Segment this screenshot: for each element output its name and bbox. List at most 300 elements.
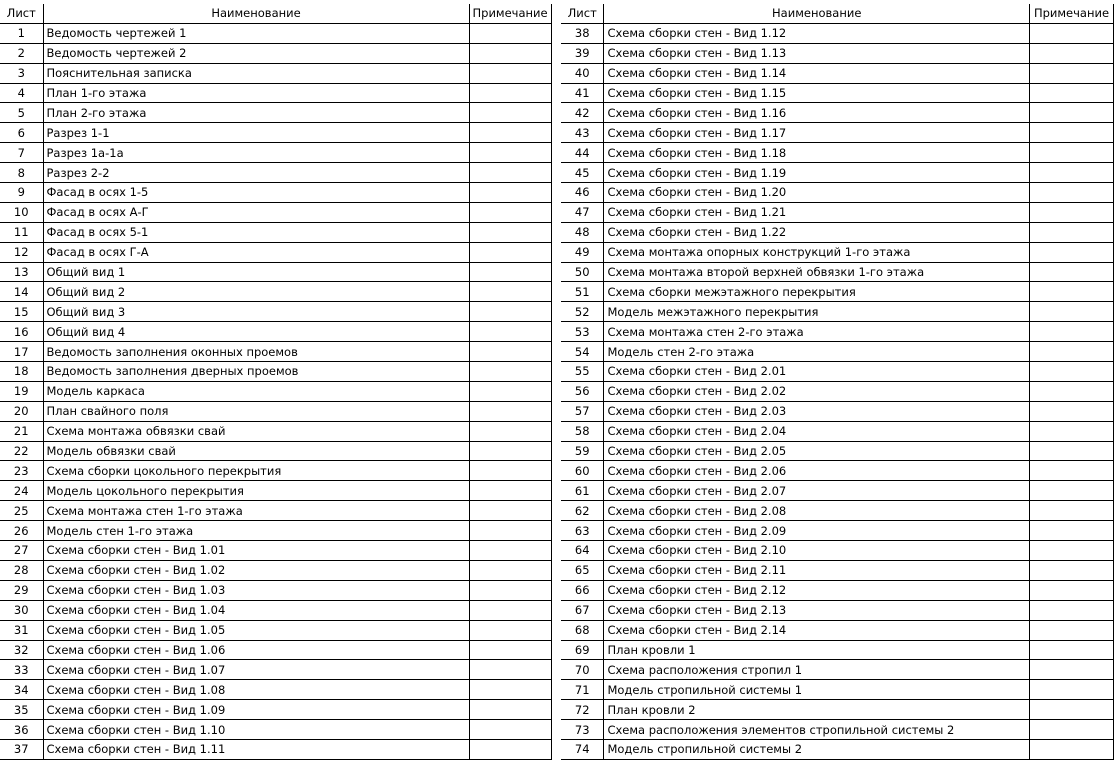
sheet-name-cell: Ведомость чертежей 1: [43, 23, 469, 43]
sheet-name-cell: Схема сборки стен - Вид 1.22: [604, 222, 1030, 242]
sheet-note-cell: [1030, 103, 1114, 123]
sheet-name-cell: Схема сборки стен - Вид 1.04: [43, 600, 469, 620]
sheet-note-cell: [1030, 282, 1114, 302]
sheet-note-cell: [1030, 401, 1114, 421]
table-row: [0, 222, 551, 242]
sheet-note-cell: [1030, 700, 1114, 720]
sheet-name-cell: Схема сборки стен - Вид 1.15: [604, 83, 1030, 103]
sheet-note-cell: [1030, 461, 1114, 481]
sheet-note-cell: [469, 43, 551, 63]
table-header-row: [0, 4, 551, 23]
sheet-name-cell: Схема сборки стен - Вид 2.14: [604, 620, 1030, 640]
sheet-name-cell: Схема сборки стен - Вид 2.05: [604, 441, 1030, 461]
sheet-note-cell: [1030, 183, 1114, 203]
table-row: [561, 560, 1114, 580]
table-row: [0, 302, 551, 322]
sheet-name-cell: Фасад в осях 1-5: [43, 183, 469, 203]
sheet-number-cell: 29: [0, 580, 43, 600]
sheet-number-cell: 17: [0, 342, 43, 362]
sheet-name-cell: Фасад в осях 5-1: [43, 222, 469, 242]
sheet-number-cell: 56: [561, 381, 604, 401]
sheet-name-cell: Схема сборки стен - Вид 2.02: [604, 381, 1030, 401]
sheet-name-cell: Схема сборки стен - Вид 2.09: [604, 521, 1030, 541]
sheet-note-cell: [469, 481, 551, 501]
sheet-name-cell: Схема сборки стен - Вид 2.08: [604, 501, 1030, 521]
table-row: [561, 123, 1114, 143]
sheet-name-cell: Схема расположения стропил 1: [604, 660, 1030, 680]
table-row: [561, 600, 1114, 620]
sheet-number-cell: 24: [0, 481, 43, 501]
sheet-name-cell: Схема сборки стен - Вид 1.21: [604, 202, 1030, 222]
sheet-name-cell: План кровли 1: [604, 640, 1030, 660]
table-row: [0, 262, 551, 282]
table-row: [0, 183, 551, 203]
sheet-number-cell: 62: [561, 501, 604, 521]
sheet-note-cell: [1030, 43, 1114, 63]
sheet-name-cell: Схема сборки стен - Вид 1.20: [604, 183, 1030, 203]
header-sheet: Лист: [0, 4, 43, 23]
table-row: [0, 700, 551, 720]
sheet-name-cell: Модель стропильной системы 2: [604, 739, 1030, 759]
sheet-number-cell: 19: [0, 381, 43, 401]
sheet-number-cell: 2: [0, 43, 43, 63]
sheet-number-cell: 14: [0, 282, 43, 302]
sheet-number-cell: 63: [561, 521, 604, 541]
sheet-number-cell: 32: [0, 640, 43, 660]
table-row: [0, 362, 551, 382]
sheet-number-cell: 52: [561, 302, 604, 322]
sheet-note-cell: [1030, 421, 1114, 441]
sheet-number-cell: 25: [0, 501, 43, 521]
sheet-name-cell: Общий вид 1: [43, 262, 469, 282]
sheet-name-cell: Разрез 1а-1а: [43, 143, 469, 163]
sheet-number-cell: 16: [0, 322, 43, 342]
table-row: [561, 302, 1114, 322]
sheet-note-cell: [469, 381, 551, 401]
table-row: [0, 401, 551, 421]
table-row: [561, 242, 1114, 262]
table-row: [561, 342, 1114, 362]
sheet-number-cell: 8: [0, 163, 43, 183]
sheet-name-cell: Модель каркаса: [43, 381, 469, 401]
sheet-number-cell: 23: [0, 461, 43, 481]
sheet-note-cell: [1030, 541, 1114, 561]
sheet-note-cell: [1030, 560, 1114, 580]
sheet-name-cell: Схема монтажа опорных конструкций 1-го этажа: [604, 242, 1030, 262]
sheet-note-cell: [1030, 600, 1114, 620]
sheet-note-cell: [469, 222, 551, 242]
table-row: [561, 640, 1114, 660]
sheet-number-cell: 45: [561, 163, 604, 183]
table-row: [561, 739, 1114, 759]
table-row: [0, 501, 551, 521]
sheet-name-cell: Схема сборки стен - Вид 1.05: [43, 620, 469, 640]
table-row: [0, 202, 551, 222]
sheet-number-cell: 60: [561, 461, 604, 481]
table-row: [561, 163, 1114, 183]
table-header-row: [561, 4, 1114, 23]
sheet-number-cell: 15: [0, 302, 43, 322]
table-row: [561, 620, 1114, 640]
sheet-number-cell: 57: [561, 401, 604, 421]
sheet-number-cell: 70: [561, 660, 604, 680]
table-row: [561, 282, 1114, 302]
sheet-note-cell: [1030, 720, 1114, 740]
sheet-name-cell: Схема сборки стен - Вид 1.18: [604, 143, 1030, 163]
sheet-number-cell: 53: [561, 322, 604, 342]
sheet-name-cell: Разрез 1-1: [43, 123, 469, 143]
sheet-number-cell: 64: [561, 541, 604, 561]
table-row: [561, 501, 1114, 521]
sheet-note-cell: [469, 600, 551, 620]
sheet-name-cell: Модель обвязки свай: [43, 441, 469, 461]
table-row: [561, 63, 1114, 83]
sheet-number-cell: 48: [561, 222, 604, 242]
sheet-name-cell: Пояснительная записка: [43, 63, 469, 83]
table-row: [561, 441, 1114, 461]
sheet-name-cell: Схема сборки стен - Вид 1.13: [604, 43, 1030, 63]
sheet-name-cell: План 2-го этажа: [43, 103, 469, 123]
sheet-note-cell: [1030, 202, 1114, 222]
sheet-number-cell: 39: [561, 43, 604, 63]
table-row: [0, 242, 551, 262]
table-body-left: [0, 23, 551, 759]
table-row: [0, 282, 551, 302]
sheet-name-cell: Схема сборки стен - Вид 1.11: [43, 739, 469, 759]
sheet-note-cell: [469, 541, 551, 561]
sheet-note-cell: [469, 700, 551, 720]
table-row: [0, 123, 551, 143]
sheet-name-cell: Схема сборки стен - Вид 1.06: [43, 640, 469, 660]
sheet-note-cell: [1030, 23, 1114, 43]
sheet-name-cell: План 1-го этажа: [43, 83, 469, 103]
sheet-name-cell: План кровли 2: [604, 700, 1030, 720]
sheet-number-cell: 68: [561, 620, 604, 640]
sheet-number-cell: 4: [0, 83, 43, 103]
table-row: [561, 43, 1114, 63]
sheet-note-cell: [469, 620, 551, 640]
sheet-name-cell: Схема монтажа второй верхней обвязки 1-го этажа: [604, 262, 1030, 282]
sheet-name-cell: Модель цокольного перекрытия: [43, 481, 469, 501]
sheet-number-cell: 43: [561, 123, 604, 143]
sheet-note-cell: [1030, 381, 1114, 401]
sheet-note-cell: [1030, 620, 1114, 640]
sheet-note-cell: [1030, 342, 1114, 362]
sheet-number-cell: 54: [561, 342, 604, 362]
sheet-name-cell: Схема сборки стен - Вид 2.11: [604, 560, 1030, 580]
sheet-number-cell: 50: [561, 262, 604, 282]
sheet-name-cell: Схема сборки стен - Вид 1.16: [604, 103, 1030, 123]
sheet-name-cell: Ведомость чертежей 2: [43, 43, 469, 63]
sheet-note-cell: [469, 342, 551, 362]
sheet-name-cell: Схема сборки стен - Вид 2.10: [604, 541, 1030, 561]
sheet-note-cell: [469, 322, 551, 342]
sheet-note-cell: [1030, 362, 1114, 382]
table-row: [561, 720, 1114, 740]
table-row: [0, 421, 551, 441]
table-row: [0, 43, 551, 63]
sheet-note-cell: [469, 640, 551, 660]
sheet-number-cell: 72: [561, 700, 604, 720]
table-row: [561, 183, 1114, 203]
sheet-note-cell: [1030, 63, 1114, 83]
sheet-number-cell: 71: [561, 680, 604, 700]
sheet-number-cell: 35: [0, 700, 43, 720]
sheet-note-cell: [469, 580, 551, 600]
table-row: [561, 580, 1114, 600]
table-row: [0, 481, 551, 501]
sheet-name-cell: Общий вид 3: [43, 302, 469, 322]
sheet-name-cell: Схема сборки стен - Вид 1.08: [43, 680, 469, 700]
sheet-number-cell: 26: [0, 521, 43, 541]
sheet-note-cell: [469, 163, 551, 183]
table-row: [561, 680, 1114, 700]
sheet-name-cell: Схема сборки стен - Вид 1.01: [43, 541, 469, 561]
sheet-number-cell: 18: [0, 362, 43, 382]
sheet-number-cell: 31: [0, 620, 43, 640]
sheet-note-cell: [1030, 640, 1114, 660]
sheet-name-cell: Ведомость заполнения дверных проемов: [43, 362, 469, 382]
table-row: [0, 23, 551, 43]
sheet-number-cell: 36: [0, 720, 43, 740]
sheet-number-cell: 12: [0, 242, 43, 262]
sheet-name-cell: Фасад в осях А-Г: [43, 202, 469, 222]
sheet-name-cell: Ведомость заполнения оконных проемов: [43, 342, 469, 362]
sheet-name-cell: План свайного поля: [43, 401, 469, 421]
sheet-number-cell: 41: [561, 83, 604, 103]
table-row: [0, 680, 551, 700]
sheet-note-cell: [1030, 123, 1114, 143]
sheet-name-cell: Схема сборки стен - Вид 1.19: [604, 163, 1030, 183]
sheet-note-cell: [1030, 302, 1114, 322]
sheet-name-cell: Фасад в осях Г-А: [43, 242, 469, 262]
table-row: [561, 322, 1114, 342]
sheet-number-cell: 22: [0, 441, 43, 461]
table-row: [561, 381, 1114, 401]
sheet-name-cell: Схема сборки межэтажного перекрытия: [604, 282, 1030, 302]
sheet-note-cell: [1030, 143, 1114, 163]
sheet-number-cell: 47: [561, 202, 604, 222]
sheet-note-cell: [469, 521, 551, 541]
sheet-name-cell: Схема сборки стен - Вид 1.12: [604, 23, 1030, 43]
sheet-number-cell: 73: [561, 720, 604, 740]
sheet-name-cell: Схема сборки стен - Вид 2.01: [604, 362, 1030, 382]
table-row: [0, 322, 551, 342]
table-row: [561, 202, 1114, 222]
sheet-note-cell: [469, 401, 551, 421]
drawings-list-table-left: [0, 4, 552, 760]
sheet-note-cell: [469, 282, 551, 302]
sheet-name-cell: Схема монтажа обвязки свай: [43, 421, 469, 441]
sheet-name-cell: Общий вид 4: [43, 322, 469, 342]
sheet-number-cell: 13: [0, 262, 43, 282]
sheet-name-cell: Схема сборки стен - Вид 1.02: [43, 560, 469, 580]
sheet-number-cell: 11: [0, 222, 43, 242]
sheet-number-cell: 69: [561, 640, 604, 660]
sheet-number-cell: 9: [0, 183, 43, 203]
sheet-note-cell: [1030, 322, 1114, 342]
table-row: [0, 541, 551, 561]
sheet-name-cell: Схема сборки стен - Вид 1.09: [43, 700, 469, 720]
sheet-name-cell: Схема сборки стен - Вид 2.07: [604, 481, 1030, 501]
table-row: [0, 640, 551, 660]
sheet-note-cell: [1030, 163, 1114, 183]
sheet-note-cell: [1030, 680, 1114, 700]
table-row: [0, 620, 551, 640]
table-row: [0, 660, 551, 680]
table-row: [561, 103, 1114, 123]
sheet-note-cell: [469, 262, 551, 282]
table-row: [0, 342, 551, 362]
sheet-name-cell: Схема монтажа стен 1-го этажа: [43, 501, 469, 521]
sheet-number-cell: 58: [561, 421, 604, 441]
sheet-name-cell: Схема сборки стен - Вид 1.17: [604, 123, 1030, 143]
sheet-note-cell: [1030, 242, 1114, 262]
sheet-number-cell: 74: [561, 739, 604, 759]
sheet-number-cell: 44: [561, 143, 604, 163]
sheet-note-cell: [1030, 222, 1114, 242]
sheet-name-cell: Схема сборки стен - Вид 2.06: [604, 461, 1030, 481]
sheet-note-cell: [469, 501, 551, 521]
header-name: Наименование: [604, 4, 1030, 23]
sheet-note-cell: [469, 63, 551, 83]
sheet-note-cell: [1030, 441, 1114, 461]
sheet-note-cell: [469, 83, 551, 103]
sheet-note-cell: [1030, 739, 1114, 759]
sheet-note-cell: [469, 123, 551, 143]
table-body-right: [561, 23, 1114, 759]
sheet-note-cell: [1030, 83, 1114, 103]
sheet-number-cell: 20: [0, 401, 43, 421]
sheet-number-cell: 21: [0, 421, 43, 441]
sheet-name-cell: Схема сборки стен - Вид 1.14: [604, 63, 1030, 83]
table-row: [0, 381, 551, 401]
sheet-name-cell: Схема сборки стен - Вид 1.03: [43, 580, 469, 600]
table-row: [561, 481, 1114, 501]
sheet-name-cell: Схема сборки стен - Вид 1.10: [43, 720, 469, 740]
sheet-note-cell: [469, 302, 551, 322]
sheet-note-cell: [469, 441, 551, 461]
sheet-note-cell: [469, 242, 551, 262]
sheet-number-cell: 10: [0, 202, 43, 222]
sheet-name-cell: Схема монтажа стен 2-го этажа: [604, 322, 1030, 342]
table-row: [0, 163, 551, 183]
sheet-number-cell: 51: [561, 282, 604, 302]
sheet-note-cell: [469, 103, 551, 123]
sheet-name-cell: Модель межэтажного перекрытия: [604, 302, 1030, 322]
sheet-number-cell: 5: [0, 103, 43, 123]
sheet-name-cell: Разрез 2-2: [43, 163, 469, 183]
sheet-number-cell: 37: [0, 739, 43, 759]
sheet-name-cell: Модель стен 1-го этажа: [43, 521, 469, 541]
table-row: [0, 143, 551, 163]
table-row: [0, 83, 551, 103]
sheet-number-cell: 65: [561, 560, 604, 580]
sheet-note-cell: [1030, 580, 1114, 600]
sheet-note-cell: [469, 720, 551, 740]
sheet-note-cell: [469, 461, 551, 481]
sheet-number-cell: 7: [0, 143, 43, 163]
header-name: Наименование: [43, 4, 469, 23]
sheet-note-cell: [469, 362, 551, 382]
sheet-name-cell: Схема расположения элементов стропильной системы 2: [604, 720, 1030, 740]
sheet-number-cell: 40: [561, 63, 604, 83]
sheet-note-cell: [469, 660, 551, 680]
table-row: [561, 362, 1114, 382]
sheet-note-cell: [1030, 481, 1114, 501]
sheet-name-cell: Общий вид 2: [43, 282, 469, 302]
sheet-number-cell: 49: [561, 242, 604, 262]
table-row: [561, 461, 1114, 481]
header-note: Примечание: [469, 4, 551, 23]
sheet-number-cell: 30: [0, 600, 43, 620]
sheet-number-cell: 1: [0, 23, 43, 43]
sheet-note-cell: [469, 143, 551, 163]
sheet-name-cell: Схема сборки стен - Вид 1.07: [43, 660, 469, 680]
table-row: [0, 739, 551, 759]
table-row: [561, 143, 1114, 163]
sheet-number-cell: 42: [561, 103, 604, 123]
sheet-name-cell: Схема сборки стен - Вид 2.13: [604, 600, 1030, 620]
table-row: [561, 222, 1114, 242]
sheet-note-cell: [469, 23, 551, 43]
sheet-number-cell: 38: [561, 23, 604, 43]
sheet-note-cell: [469, 202, 551, 222]
sheet-number-cell: 27: [0, 541, 43, 561]
sheet-number-cell: 59: [561, 441, 604, 461]
sheet-name-cell: Схема сборки стен - Вид 2.12: [604, 580, 1030, 600]
sheet-note-cell: [469, 680, 551, 700]
drawings-list-table-right: [561, 4, 1114, 760]
table-row: [0, 720, 551, 740]
table-row: [0, 63, 551, 83]
sheet-name-cell: Модель стропильной системы 1: [604, 680, 1030, 700]
table-row: [0, 441, 551, 461]
table-row: [561, 700, 1114, 720]
table-row: [0, 600, 551, 620]
table-row: [561, 521, 1114, 541]
sheet-number-cell: 34: [0, 680, 43, 700]
sheet-note-cell: [1030, 660, 1114, 680]
sheet-number-cell: 55: [561, 362, 604, 382]
table-row: [561, 421, 1114, 441]
sheet-note-cell: [469, 421, 551, 441]
table-row: [561, 401, 1114, 421]
header-sheet: Лист: [561, 4, 604, 23]
table-row: [0, 103, 551, 123]
sheet-number-cell: 33: [0, 660, 43, 680]
sheet-note-cell: [469, 183, 551, 203]
sheet-number-cell: 6: [0, 123, 43, 143]
sheet-number-cell: 66: [561, 580, 604, 600]
table-row: [561, 541, 1114, 561]
sheet-number-cell: 67: [561, 600, 604, 620]
sheet-name-cell: Схема сборки стен - Вид 2.04: [604, 421, 1030, 441]
table-row: [561, 262, 1114, 282]
table-row: [0, 580, 551, 600]
sheet-number-cell: 3: [0, 63, 43, 83]
table-row: [0, 560, 551, 580]
sheet-number-cell: 61: [561, 481, 604, 501]
sheet-number-cell: 28: [0, 560, 43, 580]
sheet-name-cell: Схема сборки цокольного перекрытия: [43, 461, 469, 481]
header-note: Примечание: [1030, 4, 1114, 23]
table-row: [0, 461, 551, 481]
table-row: [561, 23, 1114, 43]
sheet-name-cell: Модель стен 2-го этажа: [604, 342, 1030, 362]
table-row: [561, 83, 1114, 103]
sheet-number-cell: 46: [561, 183, 604, 203]
